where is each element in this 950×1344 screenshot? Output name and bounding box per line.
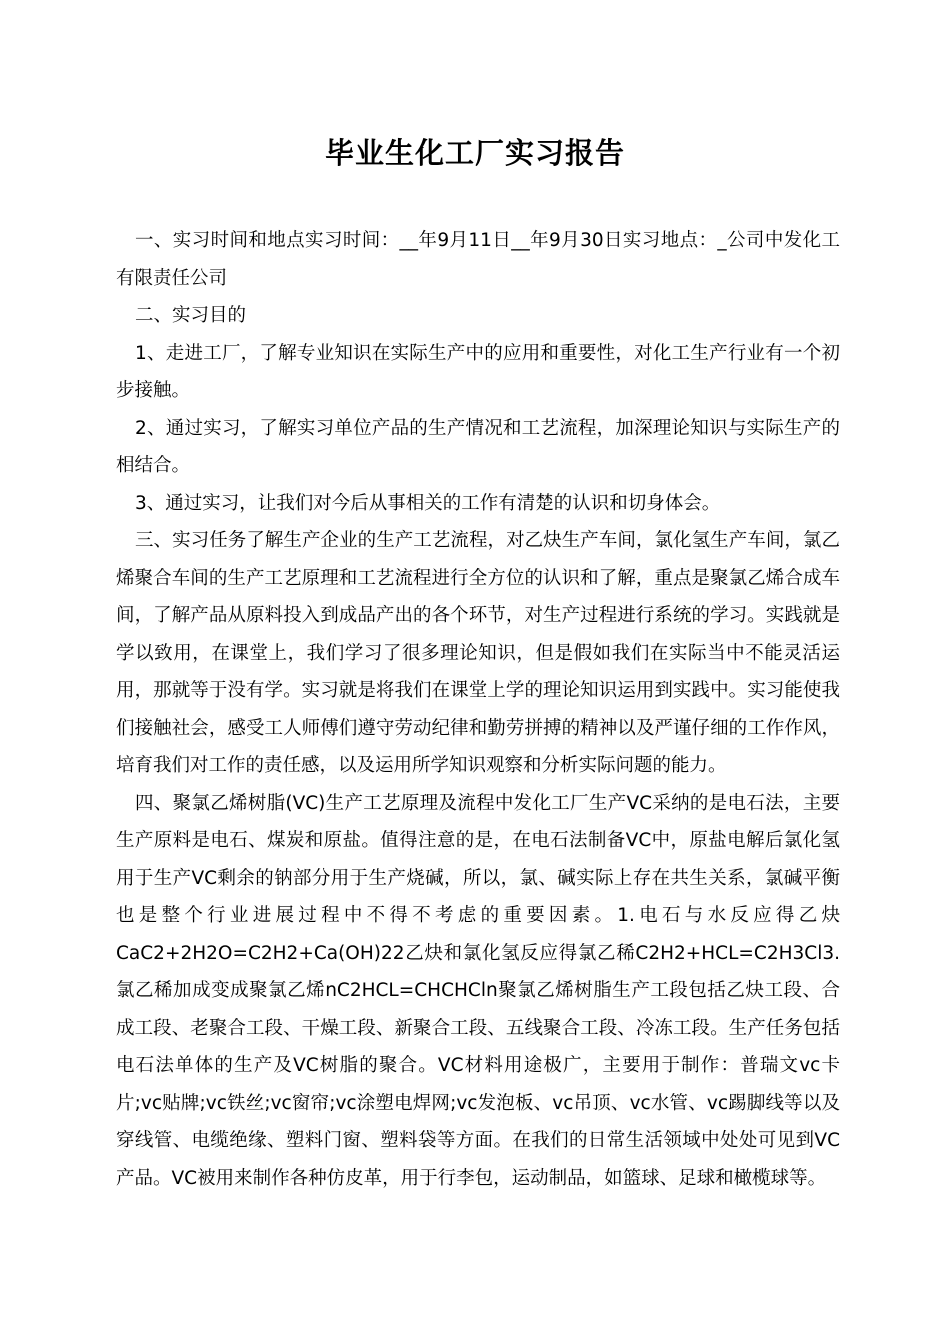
paragraph-purpose-3: 3、通过实习，让我们对今后从事相关的工作有清楚的认识和切身体会。 — [135, 492, 721, 514]
document-body — [116, 222, 840, 1197]
paragraph-pvc-process: 四、聚氯乙烯树脂(VC)生产工艺原理及流程中发化工厂生产VC采纳的是电石法，主要生产原料是电石、煤炭和原盐。值得注意的是，在电石法制备VC中，原盐电解后氯化氢用于生产VC剩余的钠部分用于生产烧碱，所以，氯、碱实际上存在共生关系，氯碱平衡也是整个行业进展过程中不得不考虑的重要因素。1.电石与水反应得乙炔CaC2+2H2O=C2H2+Ca(OH)22乙炔和氯化氢反应得氯乙稀C2H2+HCL=C2H3Cl3.氯乙稀加成变成聚氯乙烯nC2HCL=CHCHCln聚氯乙烯树脂生产工段包括乙炔工段、合成工段、老聚合工段、干燥工段、新聚合工段、五线聚合工段、冷冻工段。生产任务包括电石法单体的生产及VC树脂的聚合。VC材料用途极广，主要用于制作：普瑞文vc卡片;vc贴牌;vc铁丝;vc窗帘;vc涂塑电焊网;vc发泡板、vc吊顶、vc水管、vc踢脚线等以及穿线管、电缆绝缘、塑料门窗、塑料袋等方面。在我们的日常生活领域中处处可见到VC产品。VC被用来制作各种仿皮革，用于行李包，运动制品，如篮球、足球和橄榄球等。 — [116, 792, 840, 1189]
paragraph-purpose-heading: 二、实习目的 — [135, 305, 247, 326]
paragraph-tasks: 三、实习任务了解生产企业的生产工艺流程，对乙炔生产车间，氯化氢生产车间，氯乙烯聚合车间的生产工艺原理和工艺流程进行全方位的认识和了解，重点是聚氯乙烯合成车间，了解产品从原料投入到成品产出的各个环节，对生产过程进行系统的学习。实践就是学以致用，在课堂上，我们学习了很多理论知识，但是假如我们在实际当中不能灵活运用，那就等于没有学。实习就是将我们在课堂上学的理论知识运用到实践中。实习能使我们接触社会，感受工人师傅们遵守劳动纪律和勤劳拼搏的精神以及严谨仔细的工作作风，培育我们对工作的责任感，以及运用所学知识观察和分析实际问题的能力。 — [116, 530, 840, 776]
document-title: 毕业生化工厂实习报告 — [324, 136, 625, 170]
paragraph-purpose-2: 2、通过实习，了解实习单位产品的生产情况和工艺流程，加深理论知识与实际生产的相结合。 — [116, 417, 840, 476]
paragraph-time-location: 一、实习时间和地点实习时间：__年9月11日__年9月30日实习地点：_公司中发化工有限责任公司 — [116, 230, 840, 289]
paragraph-purpose-1: 1、走进工厂，了解专业知识在实际生产中的应用和重要性，对化工生产行业有一个初步接触。 — [116, 342, 840, 401]
